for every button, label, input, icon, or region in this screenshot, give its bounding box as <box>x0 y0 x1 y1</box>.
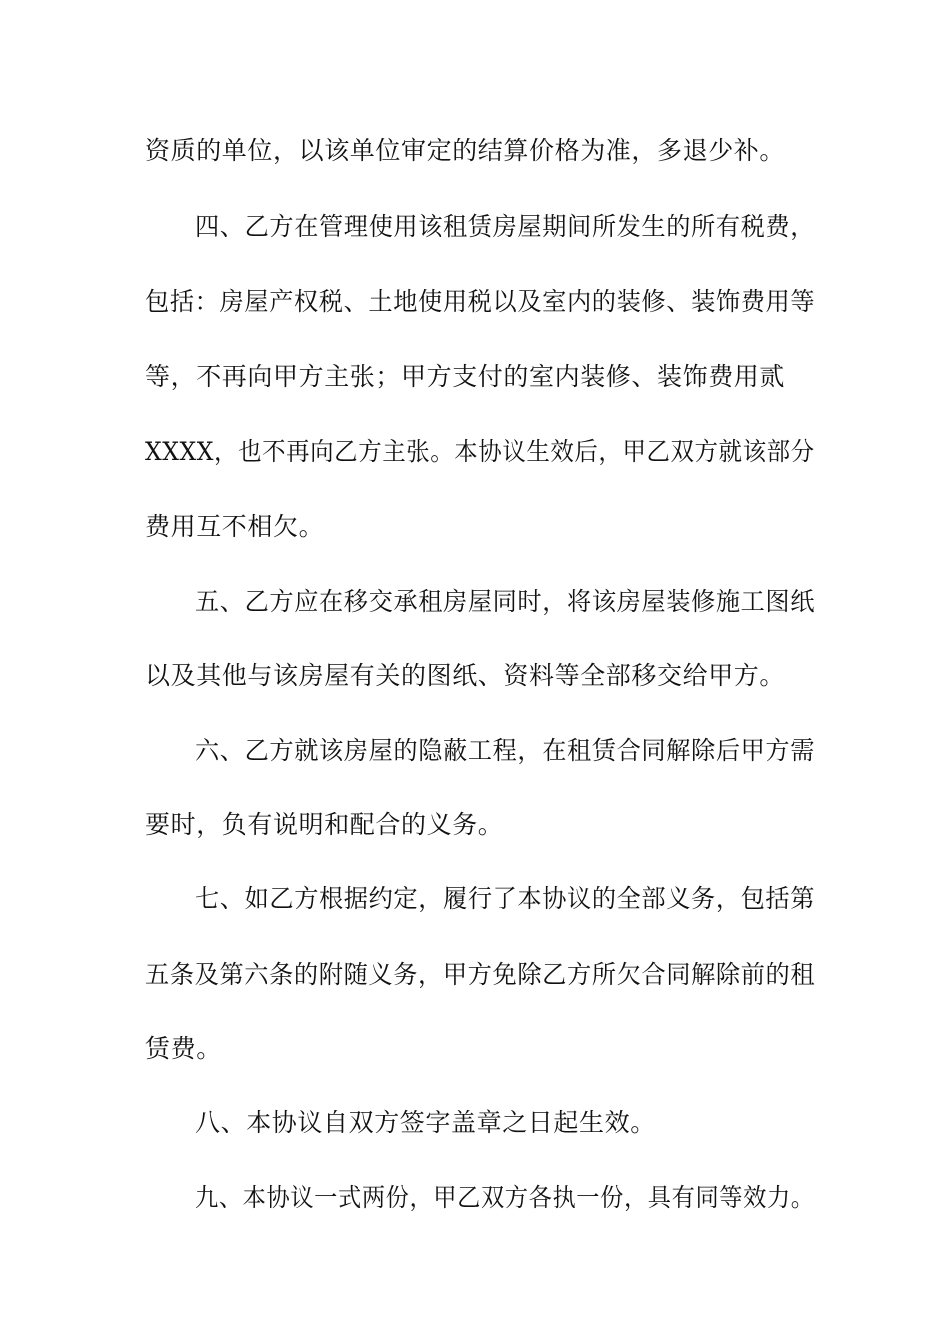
clause-4-line: 四、乙方在管理使用该租赁房屋期间所发生的所有税费， <box>195 212 816 241</box>
text-line: 五条及第六条的附随义务，甲方免除乙方所欠合同解除前的租 <box>145 960 816 989</box>
clause-8-line: 八、本协议自双方签字盖章之日起生效。 <box>195 1108 656 1137</box>
text-line: 费用互不相欠。 <box>145 512 325 541</box>
clause-6-line: 六、乙方就该房屋的隐蔽工程，在租赁合同解除后甲方需 <box>195 736 816 765</box>
text-line: XXXX，也不再向乙方主张。本协议生效后，甲乙双方就该部分 <box>145 437 815 466</box>
clause-7-line: 七、如乙方根据约定，履行了本协议的全部义务，包括第 <box>195 884 816 913</box>
text-line: 等，不再向甲方主张；甲方支付的室内装修、装饰费用贰 <box>145 362 786 391</box>
text-line: 包括：房屋产权税、土地使用税以及室内的装修、装饰费用等 <box>145 287 816 316</box>
clause-9-line: 九、本协议一式两份，甲乙双方各执一份，具有同等效力。 <box>195 1183 815 1212</box>
clause-5-line: 五、乙方应在移交承租房屋同时，将该房屋装修施工图纸 <box>195 587 816 616</box>
text-line: 以及其他与该房屋有关的图纸、资料等全部移交给甲方。 <box>145 661 786 690</box>
text-line: 要时，负有说明和配合的义务。 <box>145 810 504 839</box>
text-line: 资质的单位，以该单位审定的结算价格为准，多退少补。 <box>145 136 786 165</box>
text-line: 赁费。 <box>145 1034 222 1063</box>
